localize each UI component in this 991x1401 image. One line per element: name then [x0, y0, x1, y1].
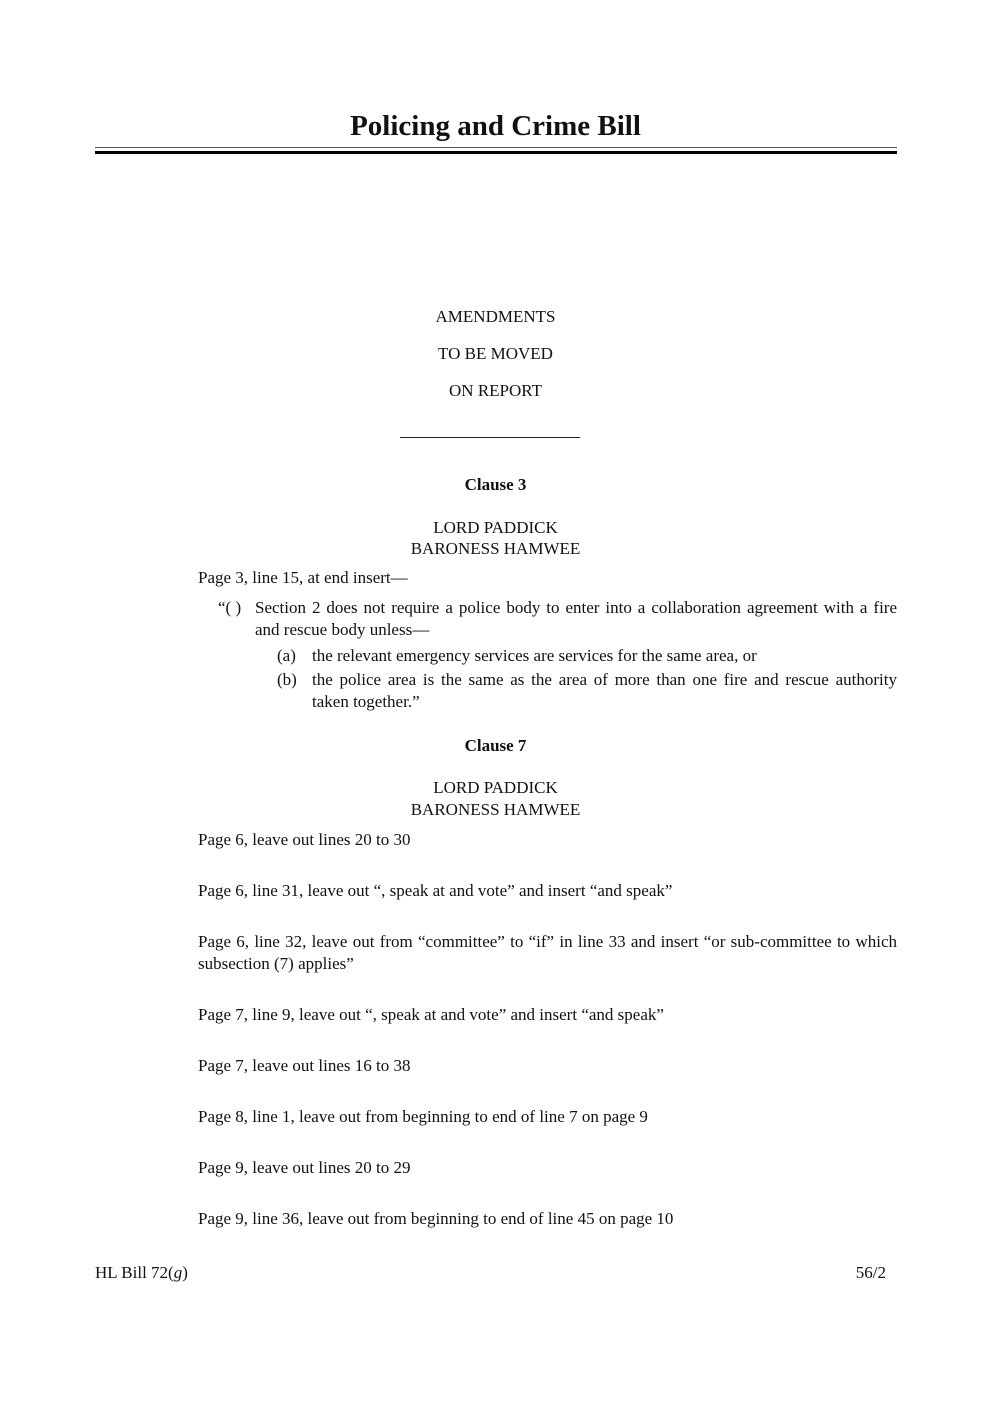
inserted-subsection: [218, 597, 897, 641]
heading-line-1: AMENDMENTS: [435, 307, 556, 326]
subsection-mark: “( ): [218, 598, 242, 617]
amendment: Page 6, line 32, leave out from “committee” to “if” in line 33 and insert “or sub-committee to which subsection (7) applies”: [198, 932, 897, 973]
print-number: 56/2: [855, 1263, 886, 1282]
amendment: Page 6, leave out lines 20 to 30: [198, 830, 411, 849]
paragraph-text: the relevant emergency services are services for the same area, or: [312, 646, 757, 665]
paragraph-mark: (b): [277, 670, 297, 689]
amendment: Page 8, line 1, leave out from beginning to end of line 7 on page 9: [198, 1107, 648, 1126]
heading-line-3: ON REPORT: [449, 381, 542, 400]
amendment-instruction: Page 3, line 15, at end insert—: [198, 568, 408, 587]
document-title: Policing and Crime Bill: [350, 110, 641, 142]
amendment: Page 9, line 36, leave out from beginning to end of line 45 on page 10: [198, 1209, 674, 1228]
mover-name: BARONESS HAMWEE: [410, 800, 581, 819]
bill-reference-letter: g: [173, 1263, 183, 1282]
mover-name: BARONESS HAMWEE: [410, 539, 581, 558]
heading-line-2: TO BE MOVED: [438, 344, 553, 363]
clause-7-heading: Clause 7: [464, 736, 527, 755]
amendment: Page 6, line 31, leave out “, speak at and vote” and insert “and speak”: [198, 881, 673, 900]
paragraph-text: the police area is the same as the area of more than one fire and rescue authority taken together.”: [312, 670, 897, 711]
amendment: Page 7, leave out lines 16 to 38: [198, 1056, 411, 1075]
bill-reference-prefix: HL Bill 72(: [95, 1263, 174, 1282]
clause-3-heading: Clause 3: [464, 475, 527, 494]
paragraph-item: [277, 645, 897, 667]
title-rule-thick: [95, 151, 897, 154]
paragraph-item: [277, 669, 897, 713]
amendment: Page 7, line 9, leave out “, speak at and vote” and insert “and speak”: [198, 1005, 664, 1024]
separator-rule: [400, 437, 580, 438]
title-rule-thin: [95, 147, 897, 148]
bill-reference: [95, 1262, 188, 1284]
mover-name: LORD PADDICK: [433, 518, 558, 537]
mover-name: LORD PADDICK: [433, 778, 558, 797]
amendment: Page 9, leave out lines 20 to 29: [198, 1158, 411, 1177]
paragraph-mark: (a): [277, 646, 296, 665]
bill-reference-suffix: ): [182, 1263, 188, 1282]
subsection-text: Section 2 does not require a police body to enter into a collaboration agreement with a fire and rescue body unless—: [255, 598, 897, 639]
